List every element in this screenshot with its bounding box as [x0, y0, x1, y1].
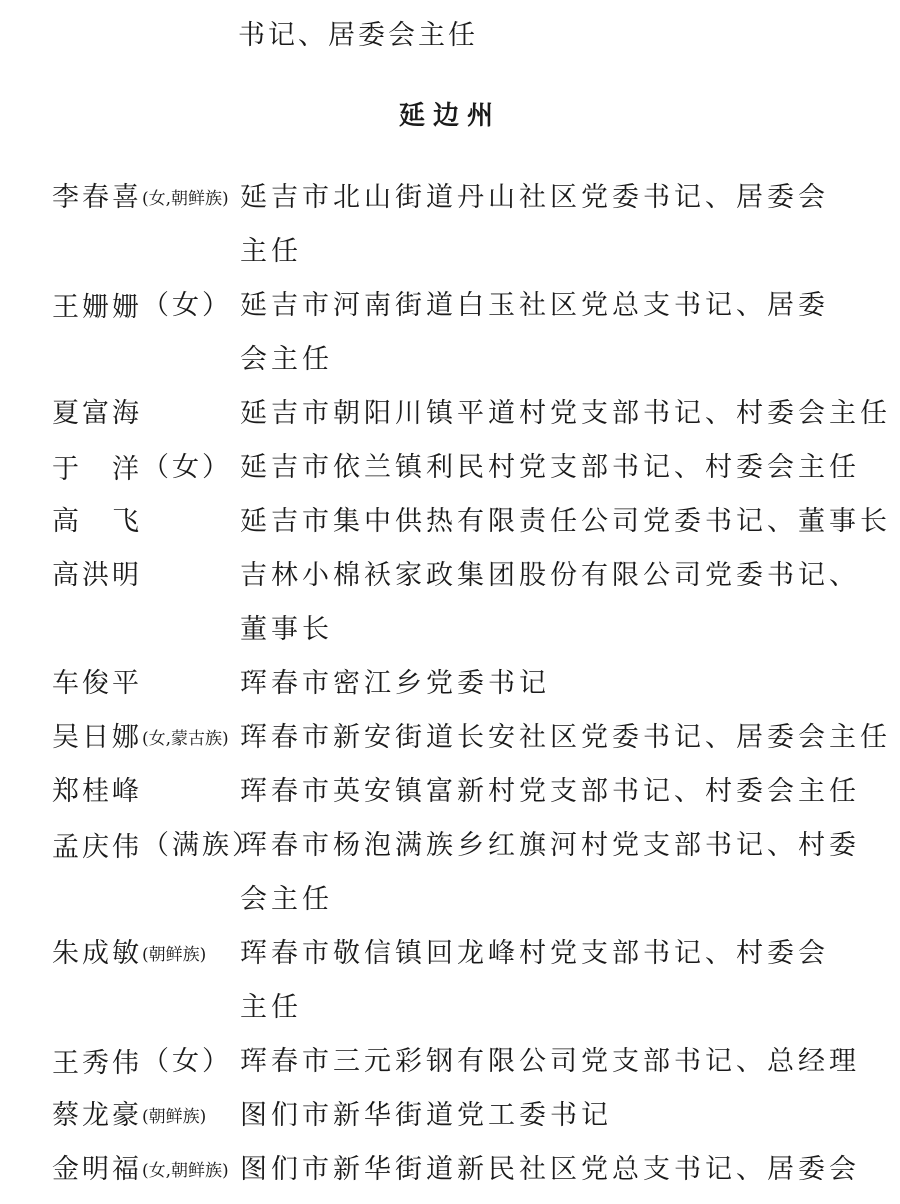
- person-note: （女）: [142, 452, 232, 483]
- person-name-cell: [52, 394, 240, 434]
- person-name-cell: [52, 1042, 240, 1084]
- position-description-line: 延吉市河南街道白玉社区党总支书记、居委: [240, 290, 829, 321]
- position-description-line: 珲春市英安镇富新村党支部书记、村委会主任: [240, 776, 860, 807]
- person-name-cell: [52, 934, 240, 975]
- person-note: (朝鲜族): [142, 945, 207, 965]
- person-name: 李春喜: [52, 182, 142, 213]
- person-name-cell: [52, 1150, 240, 1191]
- position-description: [240, 664, 880, 718]
- continuation-text: 书记、居委会主任: [238, 20, 478, 51]
- person-name: 孟庆伟: [52, 832, 142, 863]
- position-description-line: 延吉市集中供热有限责任公司党委书记、董事长: [240, 506, 891, 537]
- position-description-line: 延吉市北山街道丹山社区党委书记、居委会: [240, 182, 829, 213]
- person-name: 金明福: [52, 1154, 142, 1185]
- position-description: [240, 394, 891, 448]
- position-description: [240, 1150, 880, 1204]
- person-name-cell: [52, 448, 240, 490]
- person-name-cell: [52, 664, 240, 704]
- person-name-cell: [52, 178, 240, 219]
- position-description: [240, 286, 880, 394]
- position-description: [240, 718, 891, 772]
- position-description-line: 图们市新华街道新民社区党总支书记、居委会: [240, 1154, 860, 1185]
- position-description-line: 吉林小棉袄家政集团股份有限公司党委书记、: [240, 560, 860, 591]
- position-description-line: 珲春市敬信镇回龙峰村党支部书记、村委会: [240, 938, 829, 969]
- position-description-line: 珲春市杨泡满族乡红旗河村党支部书记、村委: [240, 830, 860, 861]
- person-name: 夏富海: [52, 398, 142, 429]
- person-note: (朝鲜族): [142, 1107, 207, 1127]
- position-description: [240, 556, 880, 664]
- person-name-cell: [52, 286, 240, 328]
- person-name: 吴日娜: [52, 722, 142, 753]
- position-description: [240, 178, 880, 286]
- person-name: 王秀伟: [52, 1048, 142, 1079]
- position-description-line: 董事长: [240, 614, 333, 645]
- position-description: [240, 502, 891, 556]
- person-note: （满族）: [142, 830, 262, 861]
- position-description-line: 会主任: [240, 884, 333, 915]
- person-name: 王姗姗: [52, 292, 142, 323]
- person-name: 车俊平: [52, 668, 142, 699]
- position-description-line: 主任: [240, 992, 302, 1023]
- position-description-line: 珲春市新安街道长安社区党委书记、居委会主任: [240, 722, 891, 753]
- person-name-cell: [52, 772, 240, 812]
- position-description-line: 珲春市三元彩钢有限公司党支部书记、总经理: [240, 1046, 860, 1077]
- person-name: 蔡龙豪: [52, 1100, 142, 1131]
- person-name: 高洪明: [52, 560, 142, 591]
- person-name: 于 洋: [52, 454, 142, 485]
- person-name-cell: [52, 718, 240, 759]
- position-description: [240, 934, 880, 1042]
- position-description-line: 珲春市密江乡党委书记: [240, 668, 550, 699]
- position-description-line: 延吉市朝阳川镇平道村党支部书记、村委会主任: [240, 398, 891, 429]
- person-note: （女）: [142, 290, 232, 321]
- position-description: [240, 448, 880, 502]
- position-description-line: 会主任: [240, 344, 333, 375]
- person-note: (女,蒙古族): [142, 729, 229, 749]
- position-description-line: 延吉市依兰镇利民村党支部书记、村委会主任: [240, 452, 860, 483]
- position-description: [240, 772, 880, 826]
- person-name: 郑桂峰: [52, 776, 142, 807]
- position-description: [240, 1042, 880, 1096]
- region-heading: 延边州: [398, 101, 501, 131]
- position-description: [240, 1096, 880, 1150]
- person-note: （女）: [142, 1046, 232, 1077]
- person-name-cell: [52, 502, 240, 542]
- person-note: (女,朝鲜族): [142, 189, 229, 209]
- person-name: 高 飞: [52, 506, 142, 537]
- position-description: [240, 826, 880, 934]
- position-description-line: 图们市新华街道党工委书记: [240, 1100, 612, 1131]
- position-description-line: 主任: [240, 236, 302, 267]
- person-name-cell: [52, 826, 262, 868]
- person-note: (女,朝鲜族): [142, 1161, 229, 1181]
- person-name: 朱成敏: [52, 938, 142, 969]
- person-name-cell: [52, 1096, 240, 1137]
- person-name-cell: [52, 556, 240, 596]
